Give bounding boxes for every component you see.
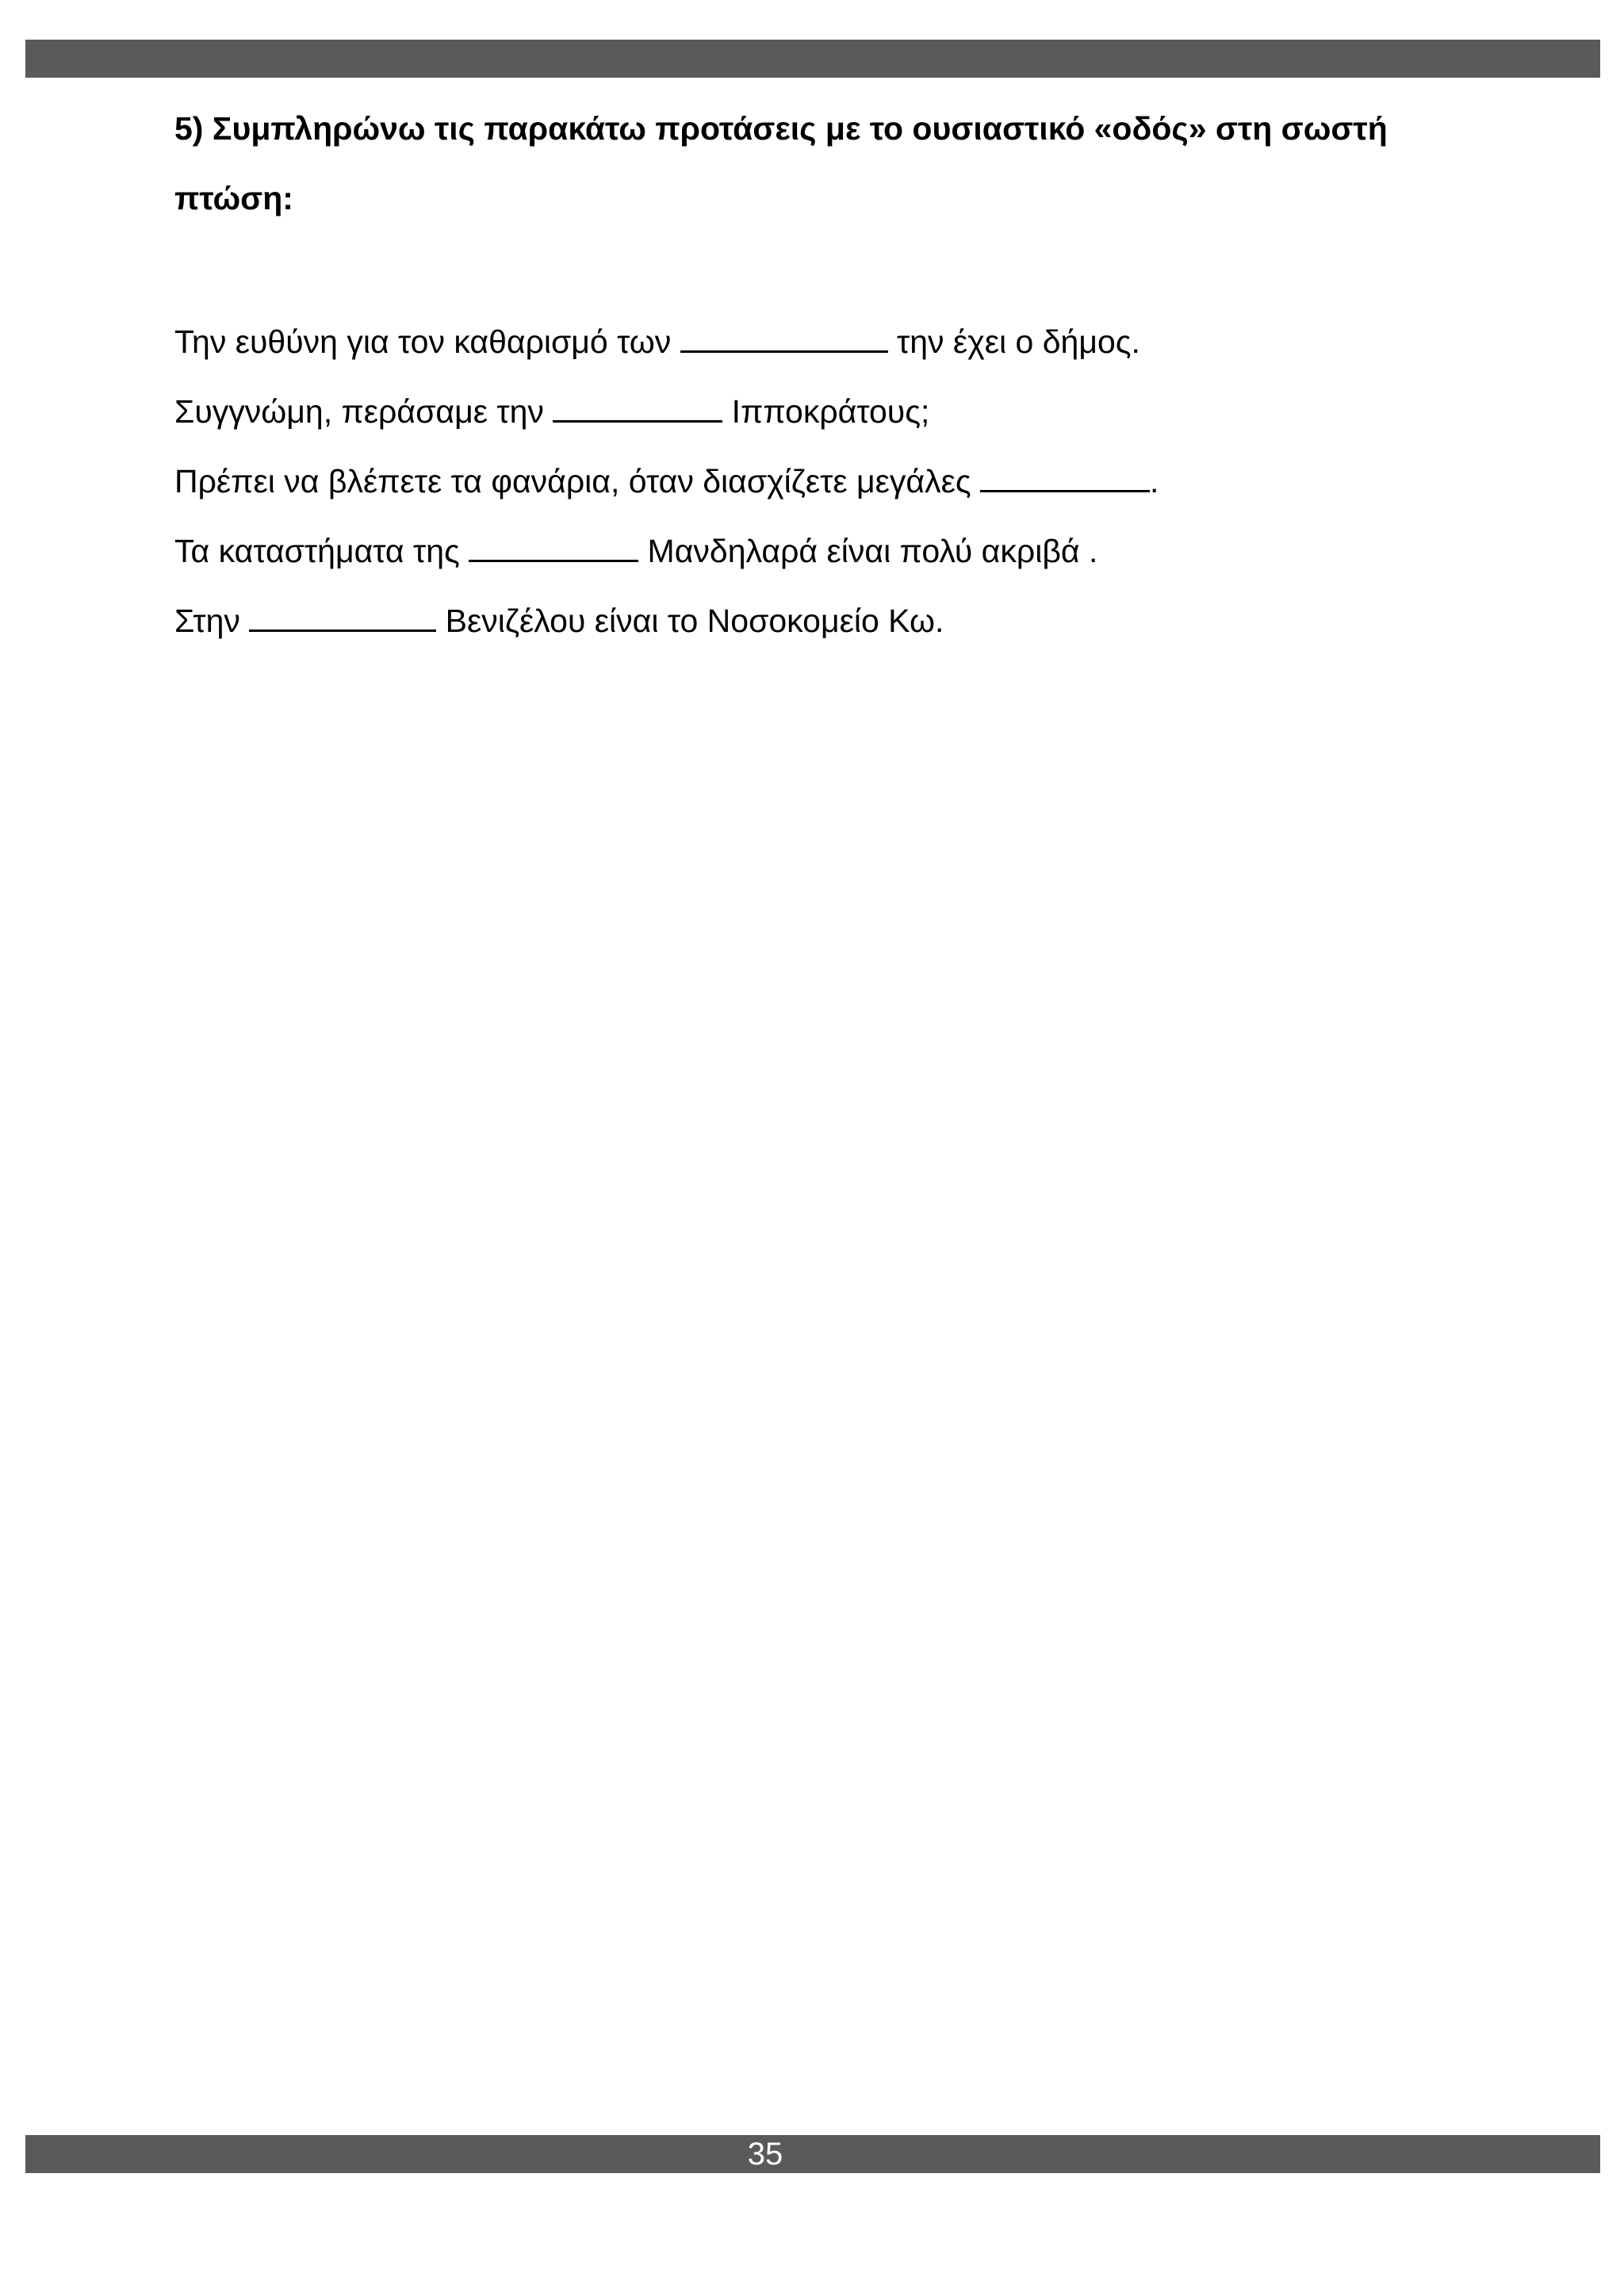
page-number: 35: [747, 2137, 783, 2172]
sentence-2-suffix: Ιπποκράτους;: [722, 393, 930, 430]
sentence-3-suffix: .: [1150, 463, 1159, 499]
sentence-4: [174, 528, 1097, 570]
sentence-4-suffix: Μανδηλαρά είναι πολύ ακριβά .: [638, 533, 1098, 569]
answer-blank-1[interactable]: [680, 319, 888, 353]
sentence-2: [174, 388, 929, 430]
sentence-5-prefix: Στην: [174, 603, 250, 639]
sentence-4-prefix: Τα καταστήματα της: [174, 533, 469, 569]
sentence-1-suffix: την έχει ο δήμος.: [887, 323, 1140, 360]
sentence-1: [174, 319, 1140, 361]
sentence-3-prefix: Πρέπει να βλέπετε τα φανάρια, όταν διασχίζετε μεγάλες: [174, 463, 981, 499]
sentence-5: [174, 598, 944, 640]
footer-bar: [25, 2135, 1600, 2173]
exercise-heading: 5) Συμπληρώνω τις παρακάτω προτάσεις με το ουσιαστικό «οδός» στη σωστή: [174, 110, 1388, 147]
header-bar: [25, 40, 1600, 78]
answer-blank-2[interactable]: [553, 388, 722, 423]
sentence-2-prefix: Συγγνώμη, περάσαμε την: [174, 393, 553, 430]
answer-blank-5[interactable]: [249, 598, 436, 632]
sentence-5-suffix: Βενιζέλου είναι το Νοσοκομείο Κω.: [436, 603, 944, 639]
sentence-1-prefix: Την ευθύνη για τον καθαρισμό των: [174, 323, 680, 360]
answer-blank-3[interactable]: [980, 458, 1150, 492]
answer-blank-4[interactable]: [469, 528, 638, 562]
sentence-3: [174, 458, 1159, 500]
exercise-heading-continued: πτώση:: [174, 180, 293, 216]
